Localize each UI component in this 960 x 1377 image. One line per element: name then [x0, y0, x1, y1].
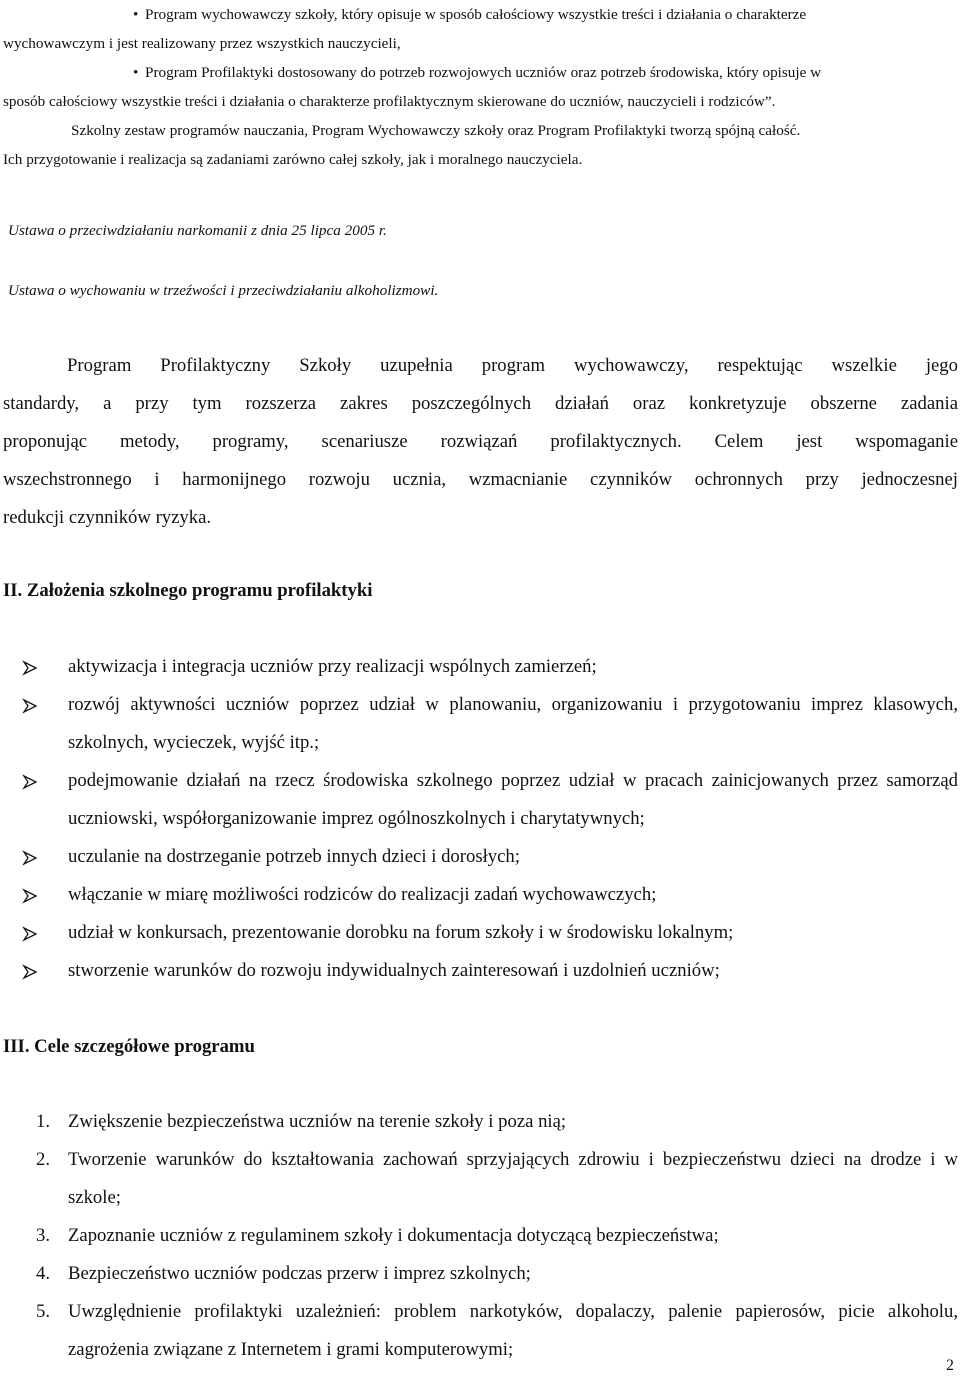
list-number: 3. [36, 1225, 51, 1246]
list-number: 5. [36, 1301, 51, 1322]
paragraph-line: standardy, a przy tym rozszerza zakres poszczególnych działań oraz konkretyzuje obszerne zadania [3, 393, 958, 414]
list-item-text: udział w konkursach, prezentowanie dorobku na forum szkoły i w środowisku lokalnym; [68, 922, 734, 943]
paragraph-line: Program Profilaktyczny Szkoły uzupełnia program wychowawczy, respektując wszelkie jego [67, 355, 958, 376]
list-item-text: włączanie w miarę możliwości rodziców do realizacji zadań wychowawczych; [68, 884, 657, 905]
cohesion-paragraph-line: Szkolny zestaw programów nauczania, Program Wychowawczy szkoły oraz Program Profilaktyki tworzą spójną całość. [71, 122, 801, 139]
list-item [0, 1293, 958, 1369]
list-item [0, 952, 958, 990]
list-item-text: Zapoznanie uczniów z regulaminem szkoły i dokumentacja dotyczącą bezpieczeństwa; [68, 1225, 719, 1246]
bullet-dot: • [133, 6, 139, 23]
list-item-text: rozwój aktywności uczniów poprzez udział w planowaniu, organizowaniu i przygotowaniu imprez klasowych, szkolnych, wycieczek, wyjść itp.; [68, 694, 958, 753]
arrow-bullet-icon [22, 876, 38, 904]
list-item-text: aktywizacja i integracja uczniów przy realizacji wspólnych zamierzeń; [68, 656, 597, 677]
objectives-list [0, 1103, 958, 1369]
list-item [0, 1103, 958, 1141]
arrow-bullet-icon [22, 762, 38, 790]
list-number: 1. [36, 1111, 51, 1132]
list-item-text: uczulanie na dostrzeganie potrzeb innych dzieci i dorosłych; [68, 846, 520, 867]
arrow-bullet-icon [22, 914, 38, 942]
programs-list-block [3, 0, 958, 174]
list-item [0, 1217, 958, 1255]
list-number: 2. [36, 1149, 51, 1170]
list-item [0, 686, 958, 762]
list-item [0, 1141, 958, 1217]
list-item-text: podejmowanie działań na rzecz środowiska szkolnego poprzez udział w pracach zainicjowanych przez samorząd uczniowski, współorganizowanie imprez ogólnoszkolnych i charytatywnych; [68, 770, 958, 829]
principles-list [0, 648, 958, 990]
arrow-bullet-icon [22, 686, 38, 714]
section-heading: II. Założenia szkolnego programu profilaktyki [3, 580, 373, 601]
program-bullet-line [3, 58, 958, 87]
list-item [0, 876, 958, 914]
paragraph-line: wszechstronnego i harmonijnego rozwoju ucznia, wzmacnianie czynników ochronnych przy jednoczesnej [3, 469, 958, 490]
section-heading: III. Cele szczegółowe programu [3, 1036, 255, 1057]
list-item-text: Tworzenie warunków do kształtowania zachowań sprzyjających zdrowiu i bezpieczeństwu dzieci na drodze i w szkole; [68, 1149, 958, 1208]
program-bullet-continuation: wychowawczym i jest realizowany przez wszystkich nauczycieli, [3, 35, 401, 52]
list-item [0, 838, 958, 876]
list-item-text: Bezpieczeństwo uczniów podczas przerw i imprez szkolnych; [68, 1263, 531, 1284]
bullet-text: Program wychowawczy szkoły, który opisuje w sposób całościowy wszystkie treści i działania o charakterze [145, 6, 807, 23]
bullet-dot: • [133, 64, 139, 81]
list-item-text: Uwzględnienie profilaktyki uzależnień: problem narkotyków, dopalaczy, palenie papierosów, picie alkoholu, zagrożenia związane z Internetem i grami komputerowymi; [68, 1301, 958, 1360]
list-item [0, 648, 958, 686]
list-item-text: stworzenie warunków do rozwoju indywidualnych zainteresowań i uzdolnień uczniów; [68, 960, 720, 981]
program-bullet-continuation: sposób całościowy wszystkie treści i działania o charakterze profilaktycznym skierowane do uczniów, nauczycieli i rodziców”. [3, 93, 776, 110]
arrow-bullet-icon [22, 952, 38, 980]
list-number: 4. [36, 1263, 51, 1284]
cohesion-paragraph-line: Ich przygotowanie i realizacja są zadaniami zarówno całej szkoły, jak i moralnego nauczyciela. [3, 151, 583, 168]
intro-paragraph [3, 347, 958, 537]
arrow-bullet-icon [22, 648, 38, 676]
list-item [0, 914, 958, 952]
list-item [0, 762, 958, 838]
page-number: 2 [946, 1357, 954, 1374]
law-reference: Ustawa o przeciwdziałaniu narkomanii z dnia 25 lipca 2005 r. [8, 222, 387, 239]
list-item [0, 1255, 958, 1293]
bullet-text: Program Profilaktyki dostosowany do potrzeb rozwojowych uczniów oraz potrzeb środowiska, który opisuje w [145, 64, 822, 81]
paragraph-line: redukcji czynników ryzyka. [3, 507, 212, 528]
paragraph-line: proponując metody, programy, scenariusze rozwiązań profilaktycznych. Celem jest wspomaganie [3, 431, 958, 452]
list-item-text: Zwiększenie bezpieczeństwa uczniów na terenie szkoły i poza nią; [68, 1111, 567, 1132]
law-reference: Ustawa o wychowaniu w trzeźwości i przeciwdziałaniu alkoholizmowi. [8, 282, 439, 299]
program-bullet-line [3, 0, 958, 29]
arrow-bullet-icon [22, 838, 38, 866]
